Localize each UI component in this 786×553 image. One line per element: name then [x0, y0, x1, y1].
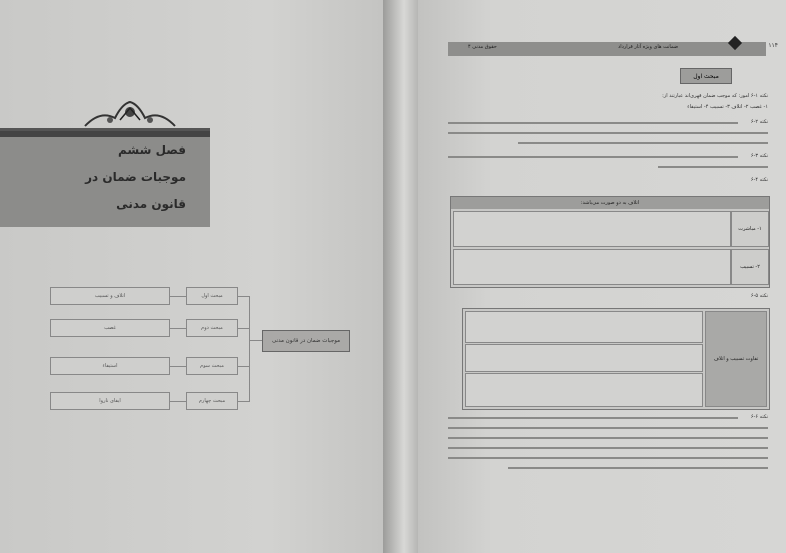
chapter-line-2: موجبات ضمان در: [85, 170, 186, 184]
table-2: [462, 308, 770, 410]
page-number: ۱۱۴: [768, 42, 778, 49]
left-page: [0, 0, 383, 553]
table-row: [453, 211, 731, 247]
note-1-items: ۱- غصب ۲- اتلاف ۳- تسبیب ۴- استیفاء: [687, 104, 768, 110]
topic-box: ایفای ناروا: [50, 392, 170, 410]
topic-box: اتلاف و تسبیب: [50, 287, 170, 305]
book-gutter: [383, 0, 418, 553]
topic-box: استیفاء: [50, 357, 170, 375]
table-row: [465, 373, 703, 407]
chapter-line-3: قانون مدنی: [116, 197, 186, 211]
topic-box: غصب: [50, 319, 170, 337]
table-row: [465, 344, 703, 372]
table-row: [465, 311, 703, 343]
section-box: مبحث دوم: [186, 319, 238, 337]
chapter-line-1: فصل ششم: [118, 143, 186, 157]
header-subtitle: حقوق مدنی ۴: [468, 44, 497, 50]
diagram-root: موجبات ضمان در قانون مدنی: [262, 330, 350, 352]
table-row-label: ۱- مباشرت: [731, 211, 769, 247]
section-label: مبحث اول: [680, 68, 732, 84]
table-row: [453, 249, 731, 285]
note-2-label: نکته ۲-۶: [750, 119, 768, 125]
table-row-label: ۲- تسبیب: [731, 249, 769, 285]
note-6-label: نکته ۶-۶: [750, 414, 768, 420]
table-2-label: تفاوت تسبیب و اتلاف: [705, 311, 767, 407]
note-5-label: نکته ۵-۶: [750, 293, 768, 299]
section-box: مبحث چهارم: [186, 392, 238, 410]
note-3-label: نکته ۳-۶: [750, 153, 768, 159]
note-4-label: نکته ۴-۶: [750, 177, 768, 183]
section-box: مبحث اول: [186, 287, 238, 305]
section-box: مبحث سوم: [186, 357, 238, 375]
table-1: [450, 196, 770, 288]
note-1: نکته ۱-۶ امور: که موجب ضمان قهری‌اند عبارتند از:: [662, 93, 768, 99]
header-title: ضمانت های ویژه آثار قرارداد: [618, 44, 679, 50]
right-page: [418, 0, 786, 553]
ornament-icon: [80, 100, 180, 128]
table-1-header: اتلاف به دو صورت می‌باشد:: [451, 197, 769, 209]
chapter-banner: [0, 128, 210, 227]
